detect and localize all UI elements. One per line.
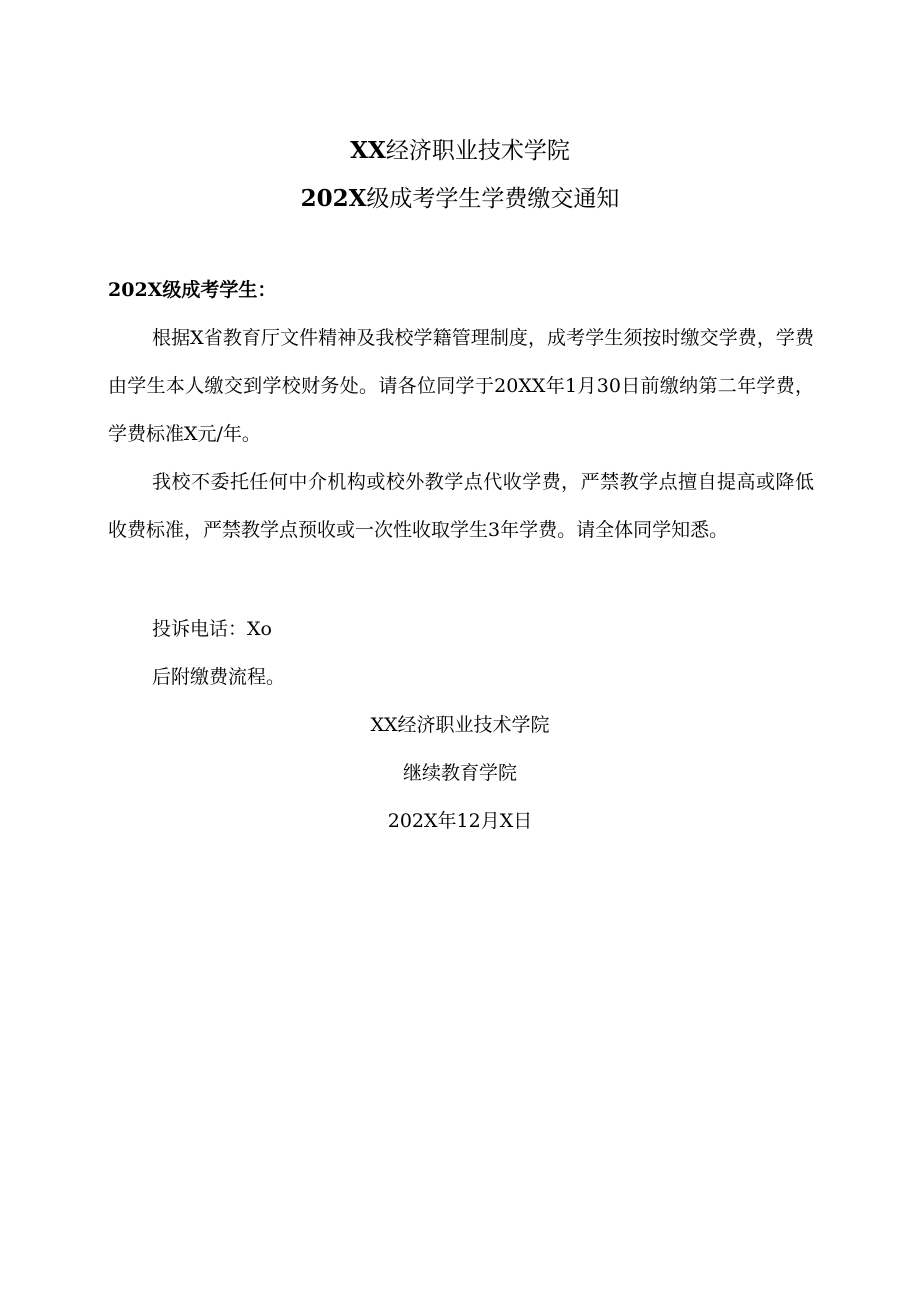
title-notice-year: 202X <box>300 185 367 212</box>
title-school-prefix: XX <box>350 137 386 164</box>
attachment-note: 后附缴费流程。 <box>152 666 286 688</box>
signature-department: 继续教育学院 <box>402 762 517 784</box>
salutation: 202X级成考学生： <box>108 279 277 301</box>
document-title-school <box>0 136 920 166</box>
complaint-phone: 投诉电话：Xo <box>152 618 272 640</box>
signature-school: XX经济职业技术学院 <box>370 714 550 736</box>
title-school-name: 经济职业技术学院 <box>385 138 570 164</box>
body-paragraph-2: 我校不委托任何中介机构或校外教学点代收学费，严禁教学点擅自提高或降低收费标准，严禁教学点预收或一次性收取学生3年学费。请全体同学知悉。 <box>108 471 814 541</box>
body-paragraph-1: 根据X省教育厅文件精神及我校学籍管理制度，成考学生须按时缴交学费，学费由学生本人缴交到学校财务处。请各位同学于20XX年1月30日前缴纳第二年学费，学费标准X元/年。 <box>108 327 814 445</box>
signature-date: 202X年12月X日 <box>387 810 533 832</box>
title-notice-text: 级成考学生学费缴交通知 <box>366 186 620 212</box>
document-title-notice <box>0 184 920 214</box>
